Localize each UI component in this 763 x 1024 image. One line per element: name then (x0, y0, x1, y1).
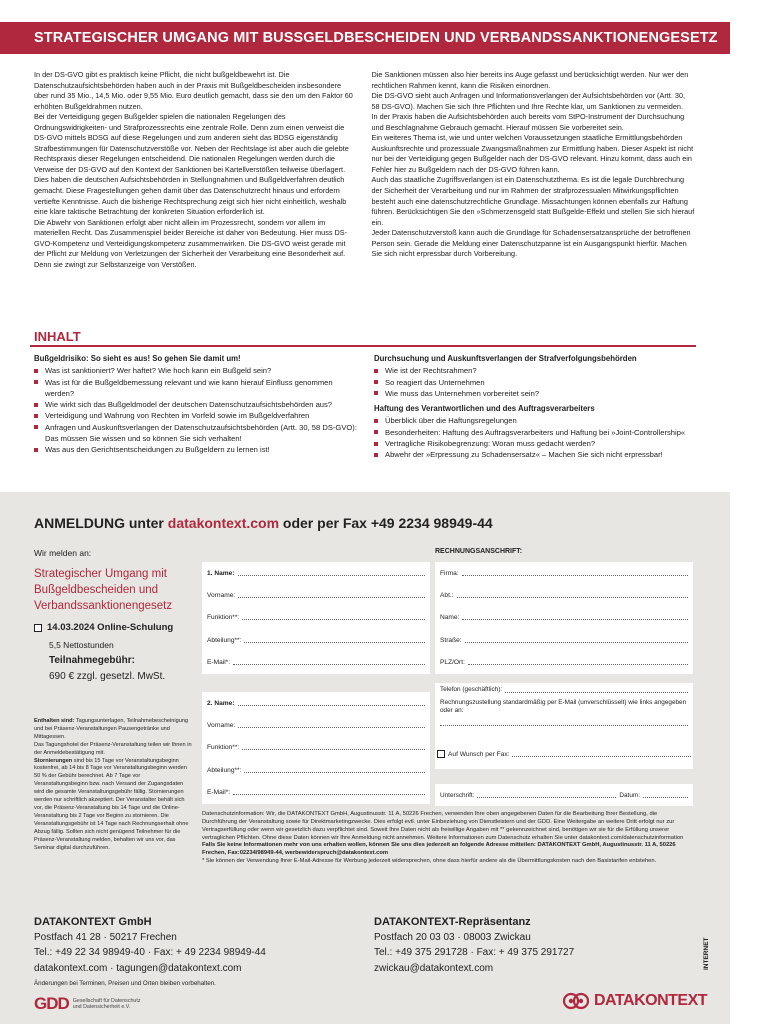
inhalt-item: Was ist sanktioniert? Wer haftet? Wie hoch kann ein Bußgeld sein? (34, 365, 359, 376)
privacy-optout: Falls Sie keine Informationen mehr von uns erhalten wollen, können Sie uns dies jederzeit an folgende Adresse mitteilen: DATAKONTEXT GmbH, Augustinusstr. 11 A, 50226 Frechen, Fax:02234/98949-44, werbewiderspruch@datakontext.com (202, 842, 676, 857)
date-label: 14.03.2024 Online-Schulung (47, 622, 174, 633)
terms-text: Das Tagungshotel der Präsenz-Veranstaltung teilen wir Ihnen in der Anmeldebestätigung mit. (34, 741, 192, 756)
privacy-notice (202, 811, 693, 866)
input-line[interactable] (512, 751, 691, 757)
address-line: zwickau@datakontext.com (374, 962, 494, 974)
abteilung-field[interactable] (202, 629, 430, 651)
address-line: Postfach 20 03 03 · 08003 Zwickau (374, 932, 531, 944)
privacy-text: Datenschutzinformation: Wir, die DATAKONTEXT GmbH, Augustinusstr. 11 A, 50226 Frechen, verwenden Ihre oben angegebenen Daten für die Bearbeitung Ihrer Bestellung, die Durchführung der Veranstaltung sowie für Direktmarketingzwecke. Dies erfolgt evtl. unter Einbeziehung von Dienstleistern und der GDD. Eine Weitergabe an weitere Dritt erfolgt nur zur Vertragserfüllung oder wenn wir gesetzlich dazu verpflichtet sind. Soweit Ihre Daten nicht als freiwillige Angaben mit ** gekennzeichnet sind, benötigen wir sie für die Erfüllung unserer vertraglichen Pflichten. Ohne diese Daten können wir Ihre Anmeldung nicht annehmen. Weitere Informationen zum Datenschutz erhalten Sie unter datakontext.com/datenschutzinformation (202, 811, 684, 841)
input-line[interactable] (244, 772, 425, 773)
intro-paragraph: Die Abwehr von Sanktionen erfolgt aber nicht allein im Prozessrecht, sondern vor allem im materiellen Recht. Das Zusammenspiel beider Bereiche ist daher von Bedeutung. Hier muss DS-GVO-Kompetenz und Verteidigungskompetenz zusammenwirken. Die DS-GVO weist gerade mit der Pflicht zur Meldung von Verletzungen der Sicherheit der Verarbeitung eine Besonderheit auf. Denn sie zwingt zur Selbstanzeige von Verstößen. (34, 217, 348, 269)
participant-1-form (202, 562, 430, 674)
address-line: Postfach 41 28 · 50217 Frechen (34, 932, 177, 944)
telefon-field[interactable] (440, 686, 688, 694)
datakontext-logo-icon (563, 992, 589, 1010)
registration-link[interactable]: datakontext.com (167, 515, 280, 531)
inhalt-item: Verteidigung und Wahrung von Rechten im Vorfeld sowie im Bußgeldverfahren (34, 410, 359, 421)
intro-right-column (372, 70, 696, 270)
inhalt-item: Abwehr der »Erpressung zu Schadensersatz« – Machen Sie sich nicht erpressbar! (374, 449, 699, 460)
participant-2-form (202, 692, 430, 804)
inhalt-left (34, 353, 359, 456)
alt-email-line[interactable] (440, 715, 688, 726)
page-edge (730, 0, 763, 1024)
email-field[interactable] (202, 652, 430, 674)
registration-title (34, 515, 493, 531)
vorname-field[interactable] (202, 714, 430, 736)
field-label: Telefon (geschäftlich): (440, 686, 503, 693)
plz-field[interactable] (435, 652, 693, 674)
date-label: Datum: (619, 791, 640, 799)
date-checkbox[interactable] (34, 624, 42, 632)
inhalt-item: Wie wirkt sich das Bußgeldmodel der deutschen Datenschutzaufsichtsbehörden aus? (34, 399, 359, 410)
field-label: PLZ/Ort: (440, 659, 465, 667)
terms-bold: Stornierungen (34, 757, 73, 764)
funktion-field[interactable] (202, 737, 430, 759)
field-label: Abteilung**: (207, 766, 242, 774)
address-name: DATAKONTEXT-Repräsentanz (374, 916, 531, 928)
intro-paragraph: In der DS-GVO gibt es praktisch keine Pflicht, die nicht bußgeldbewehrt ist. Die Datenschutzaufsichtsbehörden haben auch in der Praxis mit Bußgeldbescheiden insbesondere über rund 35 Mio., 14,5 Mio. oder 9,55 Mio. Euro deutlich gemacht, dass sie den um den Faktor 60 erhöhten Bußgeldrahmen nutzen. (34, 70, 353, 111)
field-label: 1. Name: (207, 569, 235, 577)
abteilung-field[interactable] (202, 759, 430, 781)
abt-field[interactable] (435, 584, 693, 606)
field-label: Straße: (440, 636, 462, 644)
fee-label: Teilnahmegebühr: (49, 655, 135, 666)
privacy-email-note: * Sie können der Verwendung Ihrer E-Mail-Adresse für Werbung jederzeit widersprechen, ohne dass hierfür andere als die Übermittlungskosten nach den Basistarifen entstehen. (202, 858, 657, 865)
date-option[interactable] (34, 622, 173, 633)
address-name: DATAKONTEXT GmbH (34, 916, 152, 928)
inhalt-item: Vertragliche Risikobegrenzung: Woran muss gedacht werden? (374, 438, 699, 449)
terms-bold: Enthalten sind: (34, 718, 75, 724)
input-line[interactable] (462, 575, 688, 576)
intro-paragraph: In der Praxis haben die Aufsichtsbehörden auch bereits vom StPO-Instrument der Durchsuchung und Beschlagnahme Gebrauch gemacht. Hierauf müssen Sie vorbereitet sein. (371, 112, 685, 132)
gdd-logo-text (73, 998, 141, 1011)
terms-text: sind bis 15 Tage vor Veranstaltungsbeginn kostenfrei, ab 14 bis 8 Tage vor Veranstaltungsbeginn werden 50 % der Gebühr berechnet. Ab 7 Tage vor Veranstaltungsbeginn bzw. nach Versand der Zugangsdaten wird die gesamte Veranstaltungsgebühr fällig. Stornierungen werden nur schriftlich akzeptiert. Der Veranstalter behält sich vor, die Präsenz-Veranstaltung bis 14 Tage und die Online-Veranstaltung bis 2 Tage vor Beginn zu stornieren. Die Veranstaltungsgebühr ist 14 Tage nach Rechnungserhalt ohne Abzug fällig. Sollten sich nicht genügend Teilnehmer für die Präsenz-Veranstaltung melden, behalten wir uns vor, das Seminar digital durchzuführen. (34, 757, 189, 851)
input-line[interactable] (465, 642, 688, 643)
field-label: E-Mail*: (207, 789, 231, 797)
input-line[interactable] (505, 686, 688, 693)
field-label: E-Mail*: (207, 659, 231, 667)
gdd-logo-mark: GDD (34, 994, 69, 1013)
input-line[interactable] (244, 642, 425, 643)
intro-left-column (34, 70, 358, 270)
inhalt-item: Besonderheiten: Haftung des Auftragsverarbeiters und Haftung bei »Joint-Controllership« (374, 427, 699, 438)
signature-label: Unterschrift: (440, 791, 475, 799)
inhalt-divider (30, 345, 696, 347)
input-line[interactable] (238, 597, 425, 598)
hours: 5,5 Nettostunden (49, 640, 114, 650)
gdd-sub: Gesellschaft für Datenschutz (72, 997, 141, 1004)
inhalt-title: INHALT (34, 329, 81, 344)
address-frechen (34, 915, 266, 976)
change-note: Änderungen bei Terminen, Preisen und Orten bleiben vorbehalten. (34, 980, 216, 987)
input-line[interactable] (233, 794, 425, 795)
input-line[interactable] (468, 664, 688, 665)
name-field[interactable] (202, 562, 430, 584)
input-line[interactable] (238, 727, 425, 728)
datakontext-logo (563, 992, 707, 1010)
rechnung-heading: RECHNUNGSANSCHRIFT: (435, 548, 523, 555)
field-label: Abteilung**: (207, 636, 242, 644)
intro-paragraph: Die DS-GVO sieht auch Anfragen und Informationsverlangen der Aufsichtsbehörden vor (Artt. 30, 58 DS-GVO). Machen Sie sich Ihre Pflichten und Ihre Rechte klar, um Sanktionen zu vermeiden. (371, 91, 686, 111)
inhalt-item: Was aus den Gerichtsentscheidungen zu Bußgeldern zu lernen ist! (34, 444, 359, 455)
registration-fax: oder per Fax +49 2234 98949-44 (279, 515, 493, 531)
field-label: Firma: (440, 569, 459, 577)
inhalt-item: Was ist für die Bußgeldbemessung relevant und wie kann hierauf Einfluss genommen werden? (34, 377, 359, 400)
internet-label: INTERNET (703, 937, 710, 970)
billing-name-field[interactable] (435, 607, 693, 629)
inhalt-item: Anfragen und Auskunftsverlangen der Datenschutzaufsichtsbehörden (Artt. 30, 58 DS-GVO): Das müssen Sie wissen und so können Sie sich verhalten! (34, 422, 359, 445)
inhalt-heading: Bußgeldrisiko: So sieht es aus! So gehen Sie damit um! (34, 354, 241, 363)
billing-form (435, 562, 693, 674)
registration-title-text: ANMELDUNG unter (34, 515, 168, 531)
field-label: Vorname: (207, 722, 236, 730)
seminar-title: Strategischer Umgang mit Bußgeldbescheiden und Verbandssanktionengesetz (34, 568, 173, 612)
input-line[interactable] (238, 575, 426, 576)
funktion-field[interactable] (202, 607, 430, 629)
firma-field[interactable] (435, 562, 693, 584)
intro-paragraph: Bei der Verteidigung gegen Bußgelder spielen die nationalen Regelungen des Ordnungswidrigkeiten- und Strafprozessrechts eine zentrale Rolle. Denn zum einen verweist die DS-GVO mittels BDSG auf diese Regelungen und zum anderen sieht das BDSG eigenständig Strafbestimmungen für Datenschutzverstöße vor. Neben der Rechtslage ist aber auch die gelebte Rechtspraxis dieser Regelungen entscheidend. Die nationalen Regelungen werden durch die Verweise der DS-GVO auf den Kontext der Sanktionen bei Kartellverstößen teilweise überlagert. Dies haben die deutschen Aufsichtsbehörden in Stellungnahmen und Bußgeldverfahren deutlich gemacht. Diese Fragestellungen gehen damit über das Datenschutzrecht hinaus und erfordern vertiefte Kenntnisse. Auch die bisherige Rechtsprechung zeigt sich hier nicht einheitlich, weshalb eine klare taktische Betrachtung der konkreten Situation erforderlich ist. (34, 112, 349, 217)
inhalt-item: Überblick über die Haftungsregelungen (374, 415, 699, 426)
field-label: Name: (440, 614, 460, 622)
date-line[interactable] (643, 792, 688, 798)
intro-paragraph: Auch das staatliche Zugriffsverlangen ist ein Datenschutzthema. Es ist die legale Durchbrechung der Sicherheit der Verarbeitung und nur im Rahmen der strafprozessualen Mitwirkungspflichten besteht auch eine datenschutzrechtliche Grundlage. Missachtungen können ebenfalls zur Haftung führen. Berücksichtigen Sie den »Schmerzensgeld statt Bußgelde-Effekt und stellen Sie sich hierauf ein. (371, 175, 695, 227)
field-label: Funktion**: (207, 744, 240, 752)
datakontext-logo-text: DATAKONTEXT (594, 992, 708, 1009)
email-field[interactable] (202, 782, 430, 804)
intro-paragraph: Die Sanktionen müssen also hier bereits ins Auge gefasst und berücksichtigt werden. Nur wer den rechtlichen Rahmen kennt, kann die Risiken einordnen. (371, 70, 689, 90)
intro-paragraph: Jeder Datenschutzverstoß kann auch die Grundlage für Schadensersatzansprüche der betroffenen Person sein. Gerade die Meldung einer Datenschutzpanne ist ein Ausgangspunkt hierfür. Machen Sie sich nicht erpressbar durch Vorbereitung. (371, 228, 691, 259)
address-line: Tel.: +49 375 291728 · Fax: + 49 375 291727 (374, 947, 575, 959)
inhalt-item: Wie ist der Rechtsrahmen? (374, 365, 699, 376)
address-line: Tel.: +49 22 34 98949-40 · Fax: + 49 2234 98949-44 (34, 947, 266, 959)
field-label: Vorname: (207, 592, 236, 600)
fax-label: Auf Wunsch per Fax: (448, 750, 510, 758)
terms-fineprint (34, 718, 194, 852)
fax-option[interactable] (437, 750, 691, 758)
inhalt-heading: Haftung des Verantwortlichen und des Auftragsverarbeiters (374, 404, 595, 414)
signature-row (435, 784, 693, 806)
inhalt-item: Wie muss das Unternehmen vorbereitet sein? (374, 388, 699, 399)
vorname-field[interactable] (202, 584, 430, 606)
inhalt-heading: Durchsuchung und Auskunftsverlangen der Strafverfolgungsbehörden (374, 354, 637, 363)
field-label: Abt.: (440, 592, 454, 600)
email-note: Rechnungszustellung standardmäßig per E-Mail (unverschlüsselt) wie links angegeben oder an: (440, 699, 687, 714)
gdd-sub: und Datensicherheit e.V. (72, 1004, 131, 1010)
name-field[interactable] (202, 692, 430, 714)
input-line[interactable] (462, 619, 688, 620)
input-line[interactable] (242, 619, 425, 620)
wir-melden-an: Wir melden an: (34, 548, 92, 558)
intro-columns (34, 70, 695, 270)
field-label: 2. Name: (207, 699, 235, 707)
inhalt-item: So reagiert das Unternehmen (374, 377, 699, 388)
input-line[interactable] (233, 664, 425, 665)
strasse-field[interactable] (435, 629, 693, 651)
header-title: STRATEGISCHER UMGANG MIT BUSSGELDBESCHEIDEN UND VERBANDSSANKTIONENGESETZ (0, 22, 730, 54)
fee-value: 690 € zzgl. gesetzl. MwSt. (49, 671, 166, 682)
input-line[interactable] (457, 597, 688, 598)
input-line[interactable] (242, 749, 425, 750)
fax-checkbox[interactable] (437, 750, 445, 758)
inhalt-right (374, 353, 699, 461)
address-zwickau (374, 915, 574, 976)
terms-text: Tagungsunterlagen, Teilnahmebescheinigung und bei Präsenz-Veranstaltungen Pausengetränke und Mittagessen. (34, 718, 189, 740)
input-line[interactable] (238, 705, 426, 706)
intro-paragraph: Ein weiteres Thema ist, wie und unter welchen Voraussetzungen staatliche Ermittlungsbehörden Auskunftsrechte und prozessuale Zwangsmaßnahmen zur Ermittlung haben. Dieser Aspekt ist nicht nur bei der Verteidigung gegen Bußgelder nach der DS-GVO relevant. Hinzu kommt, dass auch ein Fehler hier zu Bußgeldern nach der DS-GVO führen kann. (371, 133, 694, 174)
address-line: datakontext.com · tagungen@datakontext.com (34, 962, 242, 974)
gdd-logo (34, 994, 141, 1014)
signature-line[interactable] (477, 792, 616, 798)
field-label: Funktion**: (207, 614, 240, 622)
